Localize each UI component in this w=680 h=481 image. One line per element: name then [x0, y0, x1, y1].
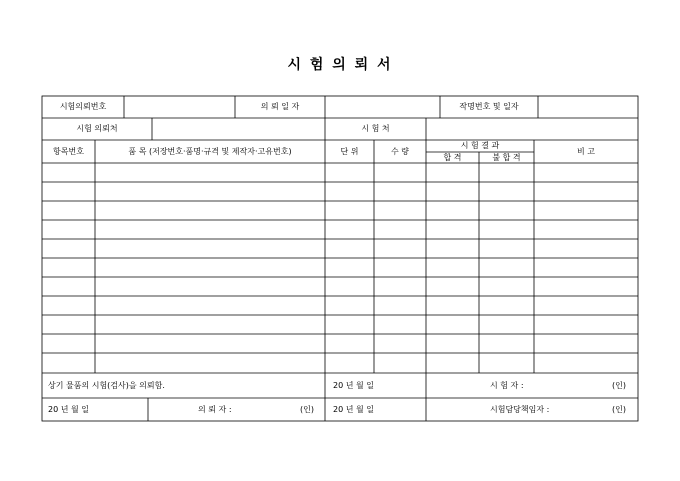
order-number-label: 작명번호 및 일자	[459, 102, 519, 111]
requester-sign-label: 의 뢰 자 :	[198, 405, 232, 414]
test-place-label: 시 험 처	[361, 124, 390, 133]
col-remark: 비 고	[577, 147, 595, 156]
col-pass: 합 격	[443, 153, 462, 162]
date-field-3: 20 년 월 일	[333, 405, 374, 414]
document-title: 시 험 의 뢰 서	[287, 57, 393, 73]
requester-label: 시험 의뢰처	[76, 124, 118, 133]
officer-seal: (인)	[612, 405, 626, 414]
tester-seal: (인)	[612, 381, 626, 390]
requester-seal: (인)	[300, 405, 314, 414]
col-unit: 단 위	[340, 147, 359, 156]
col-quantity: 수 량	[391, 147, 409, 156]
col-fail: 불 합 격	[492, 153, 521, 162]
col-test-result: 시 험 결 과	[460, 141, 500, 150]
request-statement: 상기 물품의 시험(검사)을 의뢰함.	[48, 381, 165, 390]
date-field-2: 20 년 월 일	[48, 405, 89, 414]
tester-label: 시 험 자 :	[490, 381, 524, 390]
officer-label: 시험담당책임자 :	[490, 405, 550, 414]
request-number-label: 시험의뢰번호	[59, 102, 107, 111]
col-item: 품 목 (저장번호·품명·규격 및 제작자·고유번호)	[128, 147, 292, 156]
request-date-label: 의 뢰 일 자	[260, 102, 300, 111]
date-field-1: 20 년 월 일	[333, 381, 374, 390]
col-item-no: 항목번호	[53, 147, 84, 156]
